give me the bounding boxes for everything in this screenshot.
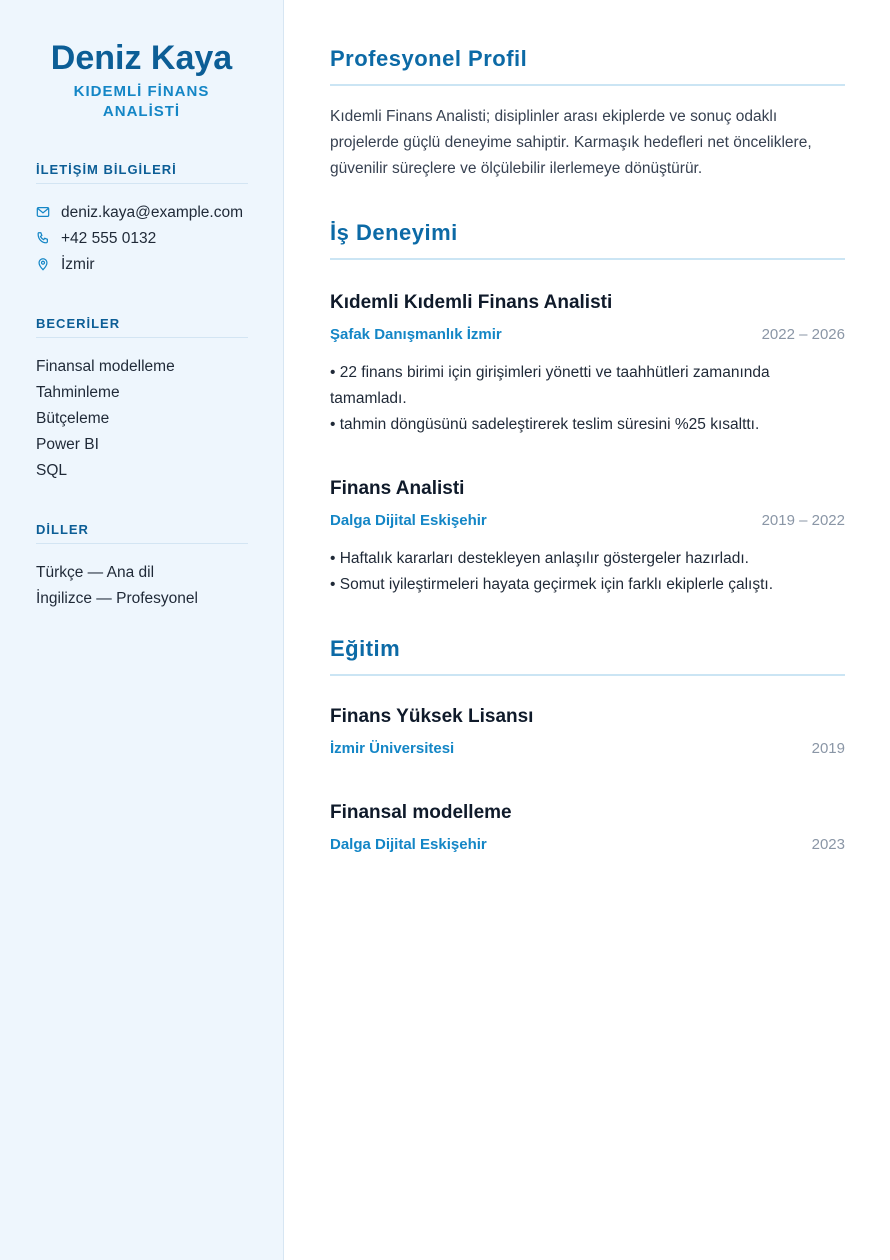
profile-section [330, 44, 845, 182]
contact-location [36, 252, 247, 278]
skills-heading: BECERİLER [36, 316, 248, 338]
skills-list [36, 354, 247, 484]
contact-phone-text: +42 555 0132 [61, 230, 157, 247]
education-date: 2019 [811, 740, 845, 757]
skill-item: Tahminleme [36, 384, 120, 401]
profile-heading: Profesyonel Profil [330, 44, 845, 86]
contact-heading: İLETİŞİM BİLGİLERİ [36, 162, 248, 184]
experience-heading: İş Deneyimi [330, 218, 845, 260]
education-date: 2023 [811, 836, 845, 853]
skills-section [36, 316, 247, 484]
language-item: Türkçe — Ana dil [36, 564, 155, 581]
contact-email-text: deniz.kaya@example.com [61, 204, 244, 221]
degree-title: Finans Yüksek Lisansı [330, 706, 534, 727]
institution: İzmir Üniversitesi [330, 740, 455, 757]
job-bullet: • tahmin döngüsünü sadeleştirerek teslim süresini %25 kısalttı. [330, 416, 760, 433]
language-item: İngilizce — Profesyonel [36, 590, 198, 607]
languages-list [36, 560, 247, 612]
contact-location-text: İzmir [61, 256, 95, 273]
job-company: Dalga Dijital Eskişehir [330, 512, 487, 529]
skill-item: Finansal modelleme [36, 358, 175, 375]
education-section [330, 634, 845, 856]
education-heading: Eğitim [330, 634, 845, 676]
job-bullet: • Somut iyileştirmeleri hayata geçirmek için farklı ekiplerle çalıştı. [330, 576, 774, 593]
job-company: Şafak Danışmanlık İzmir [330, 326, 502, 343]
contact-list [36, 200, 247, 278]
main-content [284, 0, 890, 1260]
job-meta [330, 510, 845, 532]
job-bullets [330, 360, 845, 438]
phone-icon [36, 231, 52, 247]
skill-item: SQL [36, 462, 68, 479]
contact-phone[interactable] [36, 226, 247, 252]
job-dates: 2022 – 2026 [761, 326, 845, 343]
institution: Dalga Dijital Eskişehir [330, 836, 487, 853]
experience-section [330, 218, 845, 598]
skill-item: Bütçeleme [36, 410, 110, 427]
job-bullet: • Haftalık kararları destekleyen anlaşılır göstergeler hazırladı. [330, 550, 749, 567]
candidate-name: Deniz Kaya [50, 39, 233, 77]
education-meta [330, 738, 845, 760]
languages-section [36, 522, 247, 612]
education-entry [330, 800, 845, 856]
job-bullets [330, 546, 845, 598]
skill-item: Power BI [36, 436, 99, 453]
job-title: Kıdemli Kıdemli Finans Analisti [330, 292, 613, 313]
sidebar [0, 0, 284, 1260]
mail-icon [36, 205, 52, 221]
job-bullet: • 22 finans birimi için girişimleri yönetti ve taahhütleri zamanında tamamladı. [330, 364, 770, 407]
job-dates: 2019 – 2022 [761, 512, 845, 529]
contact-section [36, 162, 247, 278]
map-pin-icon [36, 257, 52, 273]
contact-email[interactable] [36, 200, 247, 226]
experience-entry [330, 476, 845, 598]
languages-heading: DİLLER [36, 522, 248, 544]
job-meta [330, 324, 845, 346]
job-title: Finans Analisti [330, 478, 465, 499]
experience-entry [330, 290, 845, 438]
education-entry [330, 704, 845, 760]
candidate-role: KIDEMLİ FİNANS ANALİSTİ [73, 83, 210, 120]
education-meta [330, 834, 845, 856]
profile-text: Kıdemli Finans Analisti; disiplinler arası ekiplerde ve sonuç odaklı projelerde güçlü deneyime sahiptir. Karmaşık hedefleri net önceliklere, güvenilir süreçlere ve ölçülebilir ilerlemeye dönüştürür. [330, 108, 812, 177]
degree-title: Finansal modelleme [330, 802, 512, 823]
